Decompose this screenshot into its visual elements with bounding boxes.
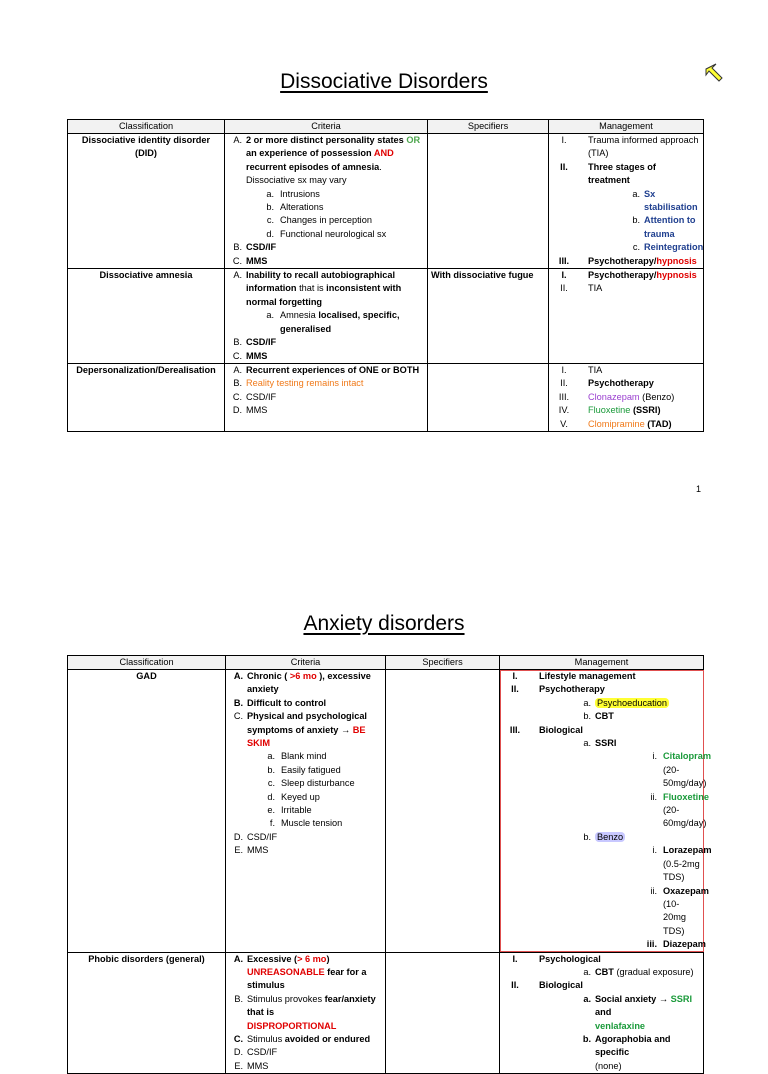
list-item: B. Difficult to control: [233, 697, 327, 708]
sub-item: Muscle tension: [281, 818, 343, 829]
criteria-text: Excessive (: [247, 953, 298, 964]
drug-class: (Benzo): [639, 391, 675, 402]
list-item: a. Intrusions: [266, 188, 320, 199]
management-text: Psychotherapy: [588, 378, 654, 389]
specifiers-cell: With dissociative fugue: [428, 269, 549, 364]
list-item: A. Chronic ( >6 mo ), excessive anxiety: [233, 671, 371, 695]
criteria-text: CSD/IF: [246, 242, 277, 253]
drug-name: Citalopram: [663, 751, 711, 762]
list-item: a. Amnesia localised, specific, generalised: [266, 310, 400, 334]
list-item: C. MMS: [232, 255, 268, 266]
list-item: a. CBT (gradual exposure): [583, 966, 694, 977]
management-hypnosis: hypnosis: [656, 255, 697, 266]
criteria-text: that is: [296, 283, 327, 294]
table-row: [68, 952, 704, 1074]
list-item: i. Lorazepam (0.5-2mg TDS): [652, 845, 712, 883]
criteria-text: CSD/IF: [246, 337, 277, 348]
list-item: c. Reintegration: [632, 242, 704, 253]
list-item: C. Physical and psychological symptoms of anxiety → BE SKIM a. Blank mind b. Easily fatigued c. Sleep disturbance d. Keyed up e. Irritable f. Muscle tension: [229, 710, 382, 831]
sub-item: (none): [595, 1060, 622, 1071]
row-classification: [68, 134, 225, 269]
criteria-text: 2 or more distinct personality states: [246, 135, 407, 145]
classification-text: GAD: [136, 671, 157, 681]
criteria-text: ): [326, 953, 330, 964]
management-cell: [549, 134, 704, 269]
management-cell: [549, 269, 704, 364]
criteria-text: CSD/IF: [247, 1047, 278, 1058]
list-item: C. CSD/IF: [232, 391, 277, 402]
list-item: iii. Diazepam: [646, 939, 706, 950]
drug-dose: (10-20mg TDS): [663, 898, 686, 936]
classification-text: Dissociative identity disorder (DID): [81, 135, 211, 159]
highlighted-item: Benzo: [597, 831, 624, 842]
management-text: Three stages of treatment: [588, 161, 656, 186]
sub-item: Alterations: [280, 202, 324, 213]
drug-name: Fluoxetine: [663, 791, 709, 802]
sub-item: Easily fatigued: [281, 764, 341, 775]
page-2: [0, 512, 768, 1071]
list-item: a. Psychoeducation: [583, 697, 667, 708]
sub-item: Changes in perception: [280, 215, 372, 226]
management-text: Psychotherapy/: [588, 270, 657, 281]
sub-item: Reintegration: [644, 242, 704, 253]
criteria-emphasis: DISPROPORTIONAL: [247, 1020, 337, 1031]
sub-item: CBT: [595, 711, 614, 722]
page-title: Anxiety disorders: [303, 612, 465, 635]
specifiers-cell: [386, 952, 500, 1074]
list-item: b. Agoraphobia and specific (none): [582, 1033, 671, 1071]
list-item: A. Excessive (> 6 mo) UNREASONABLE fear for a stimulus: [233, 953, 367, 991]
classification-text: Phobic disorders (general): [88, 953, 205, 964]
criteria-text: fear/anxiety that is: [247, 993, 376, 1018]
drug-class: (SSRI): [630, 405, 661, 416]
criteria-text: fear for a stimulus: [247, 966, 367, 991]
criteria-cell: [226, 952, 386, 1074]
criteria-text: MMS: [247, 1060, 269, 1071]
list-item: III. Psychotherapy/hypnosis: [558, 255, 697, 266]
sub-item: Functional neurological sx: [280, 228, 387, 239]
table-row: [68, 363, 704, 431]
page-number: 1: [696, 484, 702, 494]
management-cell: [549, 363, 704, 431]
classification-text: Dissociative amnesia: [99, 270, 193, 281]
row-classification: [68, 952, 226, 1074]
management-cell: [500, 670, 712, 953]
list-item: B. CSD/IF: [233, 242, 277, 253]
list-item: c. Sleep disturbance: [267, 778, 355, 789]
criteria-duration: >6 mo: [289, 671, 317, 681]
management-text: Psychotherapy: [539, 684, 605, 695]
criteria-text: Stimulus provokes: [247, 993, 325, 1004]
management-text: Psychotherapy/: [588, 255, 657, 266]
list-item: I. TIA: [561, 364, 603, 375]
criteria-text: inconsistent with normal forgetting: [246, 283, 402, 307]
list-item: E. MMS: [234, 845, 269, 856]
sub-item: Social anxiety →: [595, 993, 671, 1004]
list-item: E. MMS: [234, 1060, 269, 1071]
sub-item: Sleep disturbance: [281, 778, 355, 789]
criteria-text: MMS: [246, 255, 268, 266]
drug-name: Fluoxetine: [588, 405, 631, 416]
list-item: II. Biological a. Social anxiety → SSRI and venlafaxine b. Agoraphobia and specific (none): [503, 979, 700, 1073]
classification-text: Depersonalization/Derealisation: [76, 364, 216, 375]
list-item: B. Stimulus provokes fear/anxiety that is DISPROPORTIONAL: [234, 993, 376, 1031]
list-item: A. Recurrent experiences of ONE or BOTH: [233, 364, 420, 375]
criteria-cell: [226, 670, 386, 953]
list-item: b. Easily fatigued: [267, 764, 341, 775]
criteria-and: AND: [373, 148, 394, 159]
sub-item: Intrusions: [280, 188, 320, 199]
list-item: I. Psychotherapy/hypnosis: [561, 270, 697, 281]
header-specifiers: Specifiers: [386, 656, 500, 670]
list-item: ii. Oxazepam (10-20mg TDS): [650, 885, 709, 936]
list-item: III. Biological a. SSRI i. Citalopram (20-50mg/day) ii. Fluoxetine (20-60mg/day) b. Benzo i. Lorazepam (0.5-2mg TDS) ii. Oxazepam (10-20mg TDS) iii. Diazepam: [503, 724, 700, 952]
header-classification: Classification: [68, 656, 226, 670]
criteria-text: MMS: [246, 350, 268, 361]
sub-item: (gradual exposure): [613, 966, 694, 977]
list-item: C. Stimulus avoided or endured: [233, 1033, 371, 1044]
list-item: i. Citalopram (20-50mg/day): [652, 751, 711, 789]
list-item: b. Alterations: [266, 202, 324, 213]
list-item: d. Functional neurological sx: [266, 228, 387, 239]
list-item: a. SSRI i. Citalopram (20-50mg/day) ii. Fluoxetine (20-60mg/day): [543, 737, 700, 831]
criteria-or: OR: [406, 135, 421, 145]
table-header-row: [68, 656, 704, 670]
header-management: Management: [500, 656, 704, 670]
sub-item: SSRI: [595, 738, 617, 749]
criteria-text: an experience of possession: [246, 148, 374, 159]
header-classification: Classification: [68, 120, 225, 134]
specifiers-cell: [428, 363, 549, 431]
list-item: D. CSD/IF: [233, 831, 278, 842]
management-text: Lifestyle management: [539, 671, 636, 681]
list-item: B. CSD/IF: [233, 337, 277, 348]
row-classification: [68, 670, 226, 953]
criteria-text: Stimulus: [247, 1033, 285, 1044]
criteria-text: recurrent episodes of amnesia: [246, 161, 380, 172]
list-item: C. MMS: [232, 350, 268, 361]
row-classification: [68, 269, 225, 364]
row-classification: [68, 363, 225, 431]
criteria-text: MMS: [247, 845, 269, 856]
list-item: III. Clonazepam (Benzo): [558, 391, 675, 402]
drug-dose: (0.5-2mg TDS): [663, 858, 700, 883]
list-item: b. CBT: [583, 711, 614, 722]
drug-dose: (20-50mg/day): [663, 764, 707, 789]
sub-item: CBT: [595, 966, 614, 977]
list-item: A. Inability to recall autobiographical information that is inconsistent with normal forgetting a. Amnesia localised, specific, generalised: [228, 269, 424, 336]
anxiety-table: [67, 655, 712, 1074]
list-item: II. TIA: [560, 283, 603, 294]
table-row: [68, 134, 704, 269]
sub-item: Agoraphobia and specific: [595, 1033, 671, 1058]
list-item: I. Lifestyle management: [512, 671, 636, 681]
header-criteria: Criteria: [225, 120, 428, 134]
sub-item: Blank mind: [281, 751, 327, 762]
sub-item: Irritable: [281, 805, 312, 816]
sub-item: Keyed up: [281, 791, 320, 802]
drug-class: SSRI: [670, 993, 693, 1004]
criteria-text: Difficult to control: [247, 697, 327, 708]
criteria-text: Reality testing remains intact: [246, 378, 364, 389]
list-item: I. Trauma informed approach (TIA): [561, 135, 699, 159]
criteria-text: Chronic (: [247, 671, 290, 681]
sub-item: and: [595, 1007, 612, 1018]
criteria-cell: [225, 363, 428, 431]
sub-item: Amnesia: [280, 310, 319, 321]
page-1: [0, 0, 768, 512]
table-row: [68, 269, 704, 364]
criteria-text: avoided or endured: [284, 1033, 371, 1044]
list-item: c. Changes in perception: [266, 215, 372, 226]
list-item: B. Reality testing remains intact: [233, 378, 364, 389]
list-item: a. Blank mind: [267, 751, 327, 762]
management-text: TIA: [588, 283, 603, 294]
specifiers-cell: [428, 134, 549, 269]
table-row: [68, 670, 704, 953]
list-item: V. Clomipramine (TAD): [560, 418, 672, 429]
list-item: II. Psychotherapy: [560, 378, 654, 389]
list-item: b. Benzo i. Lorazepam (0.5-2mg TDS) ii. Oxazepam (10-20mg TDS) iii. Diazepam: [543, 831, 700, 952]
list-item: b. Attention to trauma: [632, 215, 696, 239]
list-item: d. Keyed up: [267, 791, 320, 802]
list-item: II. Three stages of treatment a. Sx stabilisation b. Attention to trauma c. Reintegration: [552, 161, 700, 255]
criteria-text: Physical and psychological symptoms of anxiety →: [247, 711, 367, 735]
list-item: II. Psychotherapy a. Psychoeducation b. CBT: [503, 683, 700, 723]
criteria-text: Inability to recall autobiographical information: [246, 270, 396, 294]
header-criteria: Criteria: [226, 656, 386, 670]
header-management: Management: [549, 120, 704, 134]
criteria-emphasis: UNREASONABLE: [247, 966, 325, 977]
list-item: e. Irritable: [267, 805, 312, 816]
list-item: D. MMS: [232, 405, 268, 416]
sub-item: Sx stabilisation: [644, 188, 698, 213]
management-hypnosis: hypnosis: [656, 270, 697, 281]
criteria-text: ), excessive anxiety: [247, 671, 371, 695]
table-header-row: [68, 120, 704, 134]
sub-item: localised, specific, generalised: [280, 310, 400, 334]
management-text: Psychological: [539, 953, 601, 964]
drug-dose: (20-60mg/day): [663, 805, 707, 829]
management-text: Trauma informed approach (TIA): [588, 135, 699, 159]
criteria-text: Recurrent experiences of ONE or BOTH: [246, 364, 420, 375]
criteria-mnemonic: BE SKIM: [247, 724, 366, 749]
specifiers-cell: [386, 670, 500, 953]
list-item: IV. Fluoxetine (SSRI): [558, 405, 661, 416]
management-text: Biological: [539, 980, 583, 991]
drug-name: Clonazepam: [588, 391, 640, 402]
criteria-text: CSD/IF: [246, 391, 277, 402]
list-item: I. Psychological a. CBT (gradual exposure): [503, 953, 700, 980]
management-text: Biological: [539, 724, 583, 735]
pointer-cursor-icon: [703, 61, 725, 83]
dissociative-table: [67, 119, 704, 432]
drug-name: venlafaxine: [595, 1020, 646, 1031]
drug-name: Oxazepam: [663, 885, 709, 896]
criteria-text: MMS: [246, 405, 268, 416]
drug-name: Clomipramine: [588, 418, 645, 429]
sub-item: Attention to trauma: [644, 215, 696, 239]
list-item: ii. Fluoxetine (20-60mg/day): [650, 791, 709, 829]
management-cell: [500, 952, 704, 1074]
criteria-text: . Dissociative sx may vary: [246, 161, 382, 186]
list-item: D. CSD/IF: [233, 1047, 278, 1058]
list-item: f. Muscle tension: [269, 818, 343, 829]
drug-name: Diazepam: [663, 939, 706, 950]
list-item: a. Sx stabilisation: [632, 188, 698, 213]
page-title: Dissociative Disorders: [280, 70, 488, 93]
drug-name: Lorazepam: [663, 845, 712, 856]
list-item: A. 2 or more distinct personality states OR an experience of possession AND recurrent episodes of amnesia. Dissociative sx may vary a. Intrusions b. Alterations c. Changes in perception d. Functional neurological sx: [228, 134, 424, 241]
drug-class: (TAD): [644, 418, 672, 429]
criteria-text: CSD/IF: [247, 831, 278, 842]
highlighted-item: Psychoeducation: [597, 697, 667, 708]
criteria-cell: [225, 269, 428, 364]
management-text: TIA: [588, 364, 603, 375]
list-item: a. Social anxiety → SSRI and venlafaxine: [583, 993, 693, 1031]
criteria-cell: [225, 134, 428, 269]
criteria-duration: > 6 mo: [297, 953, 327, 964]
header-specifiers: Specifiers: [428, 120, 549, 134]
